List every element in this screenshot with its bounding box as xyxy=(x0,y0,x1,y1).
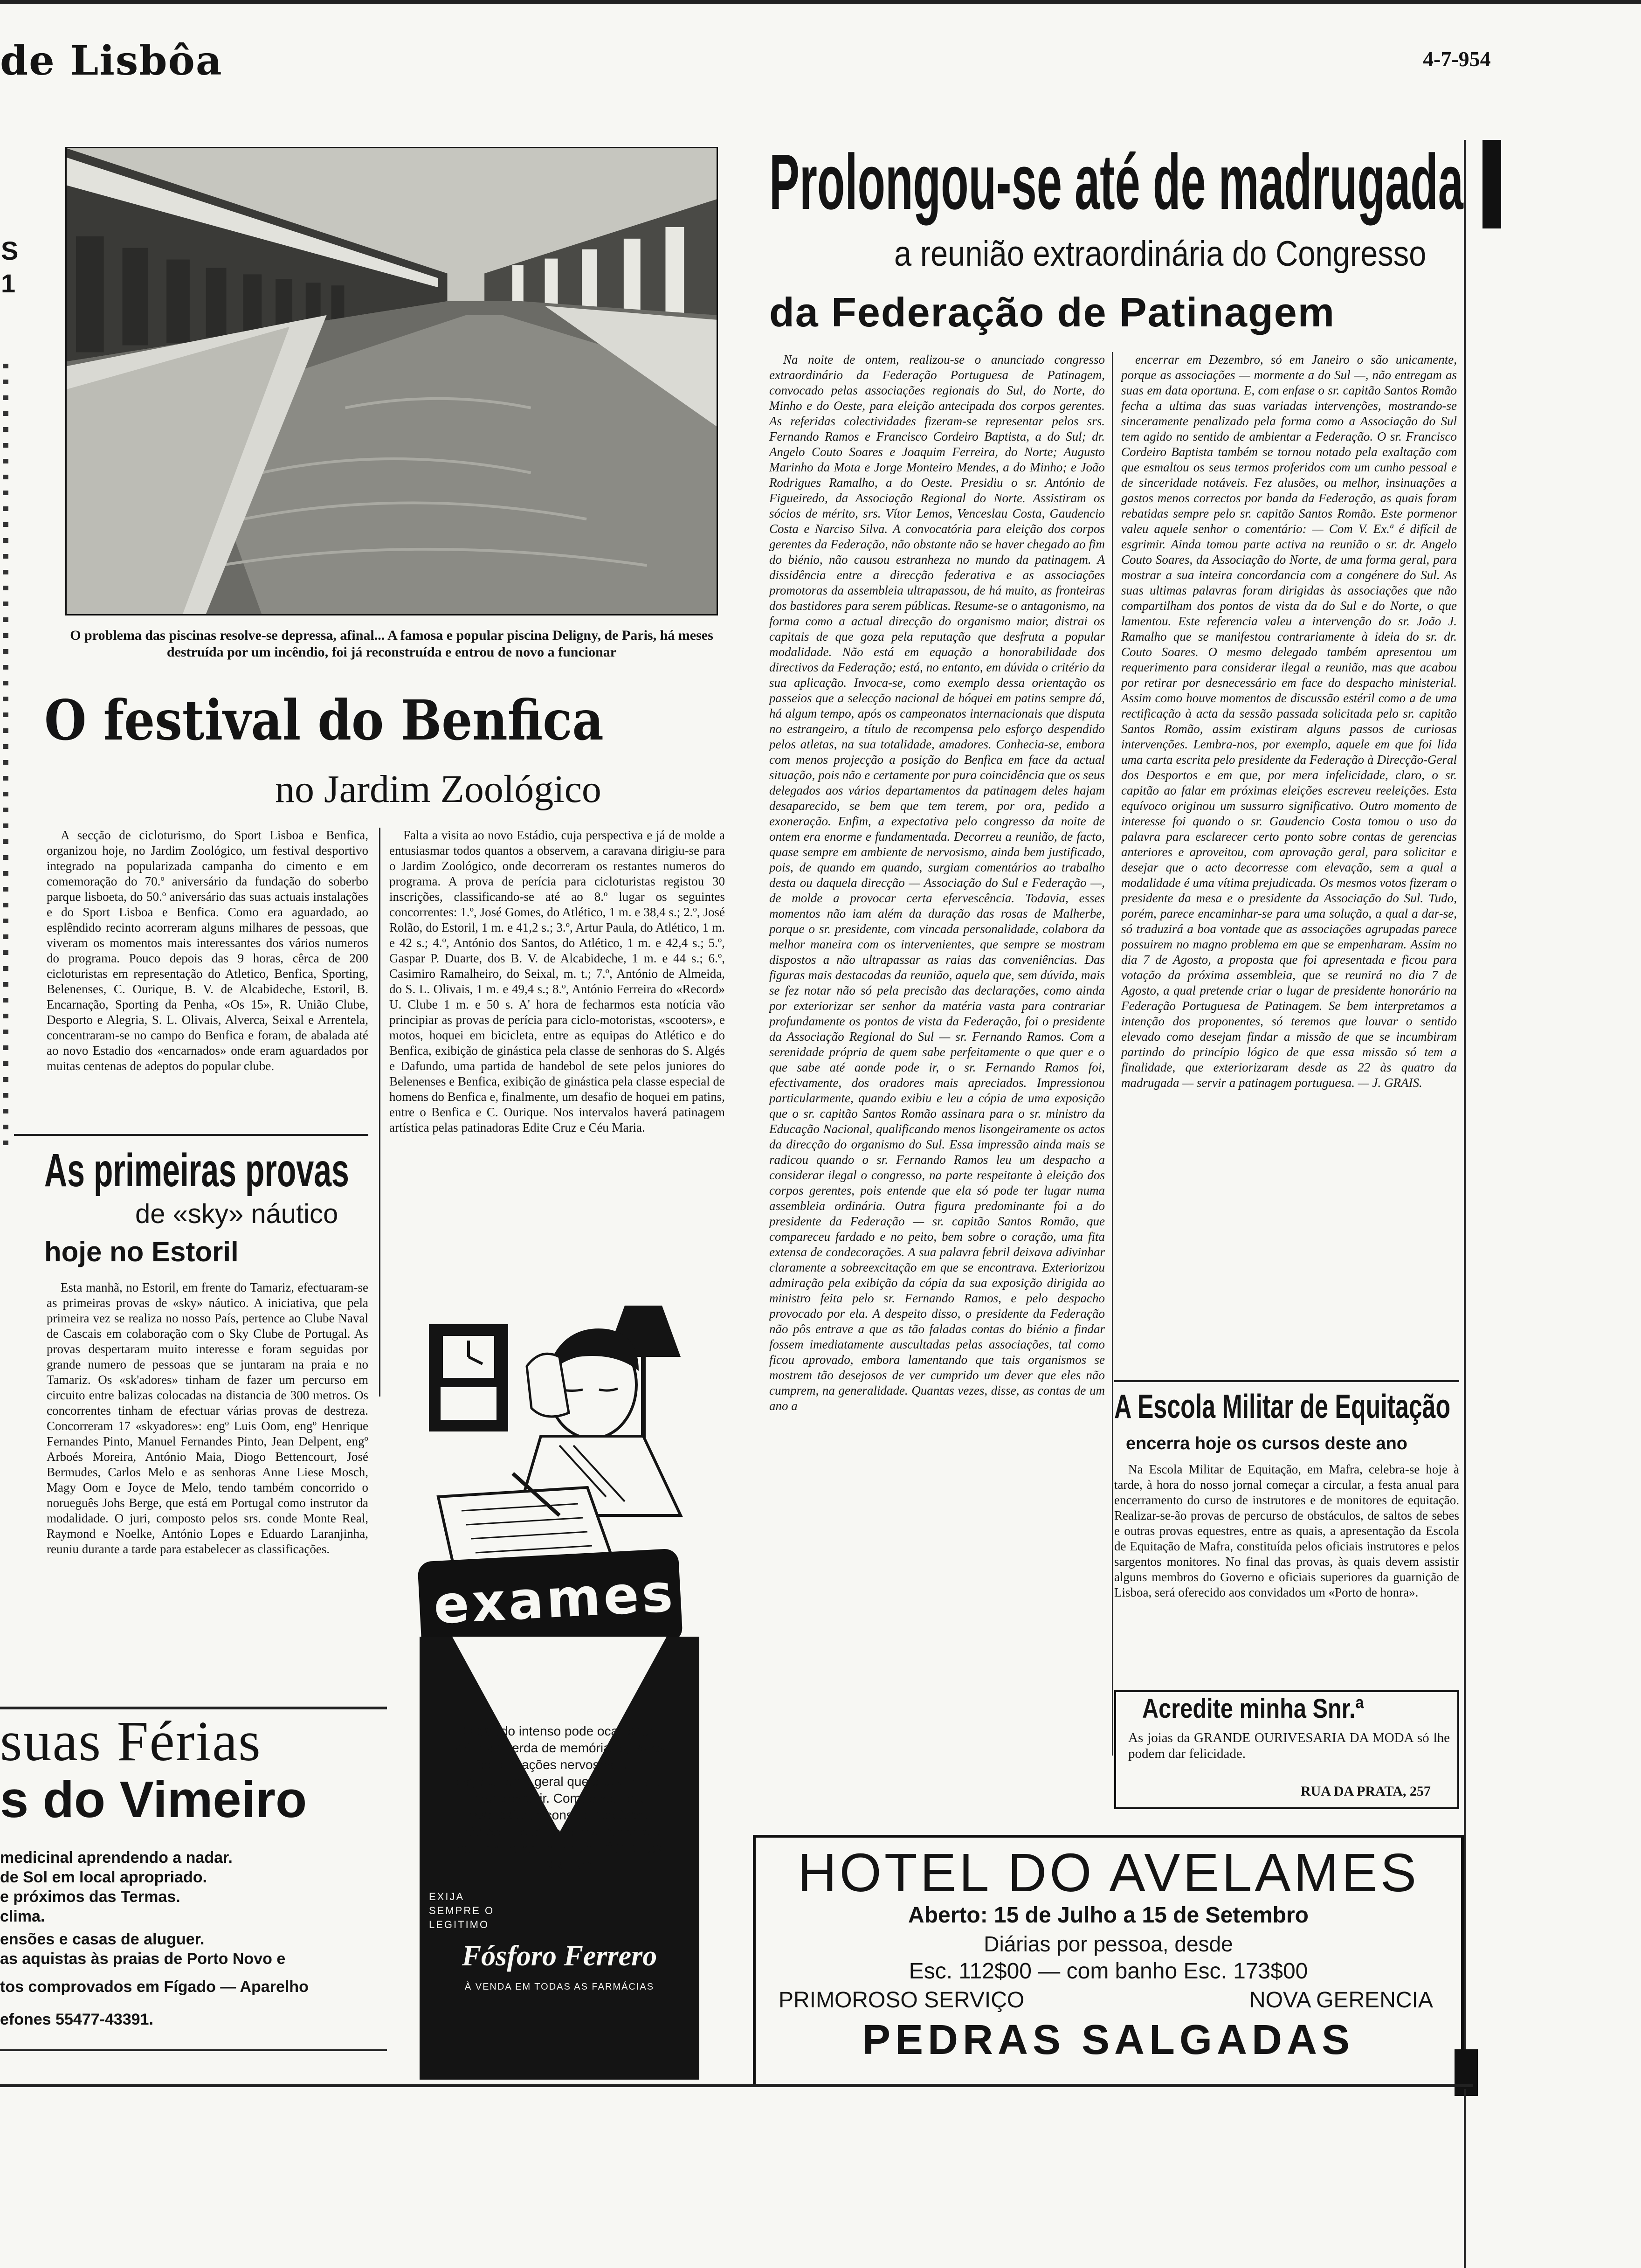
sky-kicker: hoje no Estoril xyxy=(44,1236,239,1267)
bottom-rule xyxy=(0,2084,1473,2087)
congresso-column-1: Na noite de ontem, realizou-se o anunciado congresso extraordinário da Federação Portuguesa de Patinagem, convocado pelas associações regionais do Sul, do Norte, do Minho e do Oeste, para eleição antecipada dos corpos gerentes. As referidas colectividades fizeram-se representar pelos srs. Fernando Ramos e Francisco Cordeiro Baptista, a do Sul; dr. Angelo Couto Soares e Joaquim Ferreira, do Norte; Augusto Marinho da Mota e Jorge Monteiro Mendes, a do Minho; e João Rodrigues Ramalho, a do Oeste. Presidiu o sr. António de Figueiredo, da Associação Regional do Norte. Assistiram os sócios de mérito, srs. Vítor Lemos, Venceslau Costa, Gaudencio Costa e Narciso Silva. A convocatória para eleição dos corpos gerentes da Federação, não obstante não se haver chegado ao fim do biénio, não causou estranheza no mundo da patinagem. A dissidência entre a direcção federativa e as associações promotoras da assembleia ultrapassou, de há muito, as fronteiras dos bastidores para serem públicas. Resume-se o antagonismo, na forma como a actual direcção do organismo maior, distrai os capitais de que goza pela reputação que desfruta a popular modalidade. Não está em equação a honorabilidade dos directivos da Federação; está, no entanto, em dúvida o critério da sua aplicação. Invoca-se, como exemplo dessa orientação os passeios que a selecção nacional de hóquei em patins sempre dá, há algum tempo, após os campeonatos internacionais que disputa no estrangeiro, a título de recompensa pelo esforço despendido pelos atletas, na sua totalidade, amadores. Conhecia-se, embora com menos projecção a posição do Benfica em face da actual situação, pois não e certamente por pura coincidência que os seus delegados aos vários departamentos da patinagem deles hajam desaparecido, se bem que tem terem, por ora, pedido a exoneração. Enfim, a expectativa pelo congresso da noite de ontem era enorme e fundamentada. Decorreu a reunião, de facto, quase sempre em ambiente de nervosismo, ainda bem justificado, pois, de quando em quando, surgiam comentários ao trabalho desta ou daquela direcção — Associação do Sul e Federação —, de molde a provocar certa efervescência. Todavia, esses momentos não iam além da duração das rosas de Malherbe, porque o sr. presidente, com vincada personalidade, colabora da melhor maneira com os intervenientes, que sempre se mostram dispostos a não ultrapassar as raias das conveniências. Das figuras mais destacadas da reunião, aquela que, sem dúvida, mais se fez notar não só pela precisão das declarações, como ainda por exteriorizar ser senhor da matéria vasta para contrariar profundamente os pontos de vista da Federação, foi o presidente da Associação Regional do Sul — sr. Fernando Ramos. Com a serenidade própria de quem sabe perfeitamente o que quer e o que sabe até aonde pode ir, o sr. Fernando Ramos foi, efectivamente, dos oradores mais apreciados. Impressionou particularmente, quando exibiu e leu a cópia de uma exposição que o sr. capitão Santos Romão assinara para o sr. ministro da Educação Nacional, qualificando menos lisongeiramente os actos da direcção do organismo do Sul. Essa impressão ainda mais se radicou quando o sr. Fernando Ramos leu um despacho a considerar ilegal o congresso, na parte respeitante à eleição dos corpos gerentes, pois entende que ela só pode ter lugar numa assembleia ordinária. Outra figura predominante foi a do presidente da Federação — sr. capitão Santos Romão, que compareceu fardado e no peito, bem sobre o coração, uma fita extensa de condecorações. A sua palavra febril deixava adivinhar claramente a sobreexcitação em que se encontrava. Exteriorizou admiração pela exibição da cópia da sua exposição dirigida ao ministro feita pelo sr. Fernando Ramos, e pelo despacho provocado por ela. A despeito disso, o presidente da Federação não pôs entrave a que as tão faladas contas do biénio a findar fossem imediatamente auscultadas pelas associações, tal como ficou aprovado, embora lamentando que tais organismos se mostrem tão desejosos de ver cumprido um dever que eles não cumprem, na generalidade. Quantas vezes, disse, as contas de um ano a xyxy=(769,353,1105,1413)
pool-photo-caption: O problema das piscinas resolve-se depressa, afinal... A famosa e popular piscina Deligny, de Paris, há meses destruída por um incêndio, foi já reconstruída e entrou de novo a funcionar xyxy=(70,628,713,660)
masthead-date: 4-7-954 xyxy=(1423,47,1491,71)
vimeiro-line-1: suas Férias xyxy=(0,1710,262,1773)
acredite-text: As joias da GRANDE OURIVESARIA DA MODA só lhe podem dar felicidade. xyxy=(1128,1730,1450,1761)
hotel-location: PEDRAS SALGADAS xyxy=(862,2017,1355,2063)
vimeiro-item: e próximos das Termas. xyxy=(0,1888,180,1906)
vimeiro-item: as aquistas às praias de Porto Novo e xyxy=(0,1950,286,1968)
vimeiro-item: ensões e casas de aluguer. xyxy=(0,1930,205,1948)
pool-photo-illustration xyxy=(67,148,717,614)
exames-word: exames xyxy=(432,1563,677,1636)
exames-ad xyxy=(420,1296,699,2080)
congresso-column-2: encerrar em Dezembro, só em Janeiro o são unicamente, porque as associações — mormente a do Sul —, não entregam as suas em data oportuna. E, com enfase o sr. capitão Santos Romão fecha a ultima das suas variadas intervenções, mostrando-se sinceramente penalizado pela forma como a Associação do Sul tem agido no sentido de ambientar a Federação. O sr. Francisco Cordeiro Baptista também se tornou notado pela exaltação com que esmaltou os seus termos proferidos com um cunho pessoal e de sinceridade notáveis. Fez alusões, ou melhor, insinuações a gastos menos correctos por banda da Federação, as quais foram rebatidas sempre pelo sr. capitão Santos Romão. Este pormenor valeu aquele senhor o comentário: — Com V. Ex.ª é difícil de esgrimir. Ainda tomou parte activa na reunião o sr. dr. Angelo Couto Soares, da Associação do Norte, de uma forma geral, para mostrar a sua inteira concordancia com a congénere do Sul. As suas ultimas palavras foram dirigidas às associações que não compartilham dos pontos de vista da do Sul e do Norte, o que lamentou. Este referencia valeu a intervenção do sr. João J. Ramalho que se manifestou contrariamente à ideia do sr. dr. Couto Soares. O mesmo delegado também apresentou um requerimento para considerar ilegal a reunião, mas que acabou por retirar por desnecessário em face do despacho ministerial. Assim como houve momentos de discussão estéril como a de uma rectificação à acta da sessão passada solicitada pelo sr. capitão Santos Romão, assim existiram alguns passos de curiosas intervenções. Lembra-nos, por exemplo, aquele em que foi lida uma carta escrita pelo presidente da Federação à Direcção-Geral dos Desportos e em que, por mera infelicidade, claro, o sr. capitão ao falar em próximas eleições escreveu reeleições. Esta equívoco originou um sussurro significativo. Outro momento de interesse foi quando o sr. Gaudencio Costa tomou o uso da palavra para esclarecer certo ponto sobre contas de gerencias anteriores e aproveitou, com aprovação geral, para solicitar e desejar que o acto decorresse com elevação, sem a qual a modalidade é uma vítima prejudicada. Os mesmos votos fizeram o presidente da mesa e o presidente da Associação do Sul. Tudo, porém, parece encaminhar-se para uma solução, a qual a dar-se, só traduzirá a boa vontade que as associações agrupadas parece possuirem no magno problema em que se empenharam. Assim no dia 7 de Agosto, a proposta que foi apresentada e ficou para votação da próxima assembleia, que se reunirá no dia 7 de Agosto, a qual pretende criar o lugar de presidente honorário na Federação Portuguesa de Patinagem. Se bem interpretamos a intenção dos proponentes, só teremos que louvar o sentido elevado como desejam findar a missão de que se incumbiram partindo do princípio lógico de que essa missão só tem a finalidade, que exteriorizaram desde as 22 às quatro da madrugada — servir a patinagem portuguesa. — J. GRAIS. xyxy=(1121,353,1457,1090)
benfica-headline-text: O festival do Benfica xyxy=(44,690,604,753)
sky-headline-text: As primeiras provas xyxy=(44,1144,349,1196)
hotel-title: HOTEL DO AVELAMES xyxy=(797,1842,1420,1903)
escola-headline xyxy=(1114,1387,1464,1429)
hotel-left-tag: PRIMOROSO SERVIÇO xyxy=(779,1988,1025,2012)
vimeiro-item: efones 55477-43391. xyxy=(0,2011,153,2028)
vimeiro-item: de Sol em local apropriado. xyxy=(0,1868,207,1886)
hotel-dates: Aberto: 15 de Julho a 15 de Setembro xyxy=(908,1903,1309,1928)
hotel-prices: Esc. 112$00 — com banho Esc. 173$00 xyxy=(909,1959,1308,1984)
column-rule xyxy=(1112,352,1113,1756)
exija-line: SEMPRE O xyxy=(429,1905,495,1916)
escola-headline-text: A Escola Militar de Equitação xyxy=(1114,1388,1451,1425)
benfica-column-2: Falta a visita ao novo Estádio, cuja perspectiva e já de molde a entusiasmar todos quantos a observem, a caravana dirigiu-se para o Jardim Zoológico, onde decorreram os restantes numeros do programa. A prova de perícia para cicloturistas registou 30 inscrições, classificando-se até ao 8.º lugar os seguintes concorrentes: 1.º, José Gomes, do Atlético, 1 m. e 38,4 s.; 2.º, José Rolão, do Estoril, 1 m. e 41,2 s.; 3.º, Artur Paula, do Atlético, 1 m. e 42 s.; 4.º, António dos Santos, do Atlético, 1 m. e 42,4 s.; 5.º, Gaspar P. Duarte, dos B. V. de Alcabideche, 1 m. e 44 s.; 6.º, Casimiro Ramalheiro, do Seixal, m. t.; 7.º, António de Almeida, do S. L. Olivais, 1 m. e 49,4 s.; 8.º, António Ferreira do «Record» U. Clube 1 m. e 50 s. A' hora de fecharmos esta notícia vão principiar as provas de perícia para ciclo-motoristas, «scooters», e motos, hoquei em bicicleta, entre as equipas do Atlético e do Benfica, exibição de ginástica pela classe de senhoras do S. Algés e Dafundo, uma partida de handebol de sete pelos juniores do Belenenses e Benfica, exibição de ginástica pela classe especial de homens do Benfica e, finalmente, um desafio de hoquei em patins, entre o Benfica e C. Ourique. Nos intervalos haverá patinagem artística pelas patinadoras Edite Cruz e Céu Maria. xyxy=(389,828,725,1134)
acredite-title: Acredite minha Snr.ª xyxy=(1142,1694,1364,1724)
fosforo-logo: Fósforo Ferrero xyxy=(462,1940,657,1972)
column-rule xyxy=(379,828,380,1397)
masthead-title: de Lisbôa xyxy=(0,37,223,84)
congresso-headline-text: Prolongou-se até de madrugada xyxy=(769,140,1463,226)
vimeiro-item: medicinal aprendendo a nadar. xyxy=(0,1849,233,1867)
benfica-subheadline: no Jardim Zoológico xyxy=(275,768,601,811)
left-margin-fragment: 1 xyxy=(1,269,16,298)
congresso-headline xyxy=(769,140,1478,233)
bottom-right-rule xyxy=(1464,2089,1466,2268)
hotel-right-tag: NOVA GERENCIA xyxy=(1249,1988,1433,2012)
left-margin-dotted-rule xyxy=(3,364,8,1156)
exija-line: LEGITIMO xyxy=(429,1919,490,1930)
congresso-subheadline-1: a reunião extraordinária do Congresso xyxy=(894,234,1427,274)
acredite-address: RUA DA PRATA, 257 xyxy=(1301,1784,1431,1799)
benfica-column-1: A secção de cicloturismo, do Sport Lisboa e Benfica, organizou hoje, no Jardim Zoológico, um festival desportivo integrado na popularizada campanha do cimento e em comemoração do 70.º aniversário da fundação do soberbo parque lisboeta, do 50.º aniversário das suas actuais instalações e do Sport Lisboa e Benfica. Como era aguardado, ao esplêndido recinto acorreram alguns milhares de pessoas, que viveram os momentos mais interessantes dos vários numeros do programa. Pouco depois das 9 horas, cêrca de 200 cicloturistas em representação do Atletico, Benfica, Sporting, Belenenses, C. Ourique, B. V. de Alcabideche, Estoril, B. Encarnação, Sporting da Penha, «Os 15», R. União Clube, Desporto e Alegria, S. L. Olivais, Alverca, Seixal e Arrentela, concentraram-se no campo do Benfica e foram, de abalada até ao novo Estadio dos «encarnados» onde eram aguardados por muitas centenas de adeptos do popular clube. xyxy=(47,828,368,1073)
section-rule xyxy=(14,1134,368,1136)
exames-footer: À VENDA EM TODAS AS FARMÁCIAS xyxy=(464,1982,655,1992)
vimeiro-line-2: s do Vimeiro xyxy=(0,1771,307,1828)
ad-rule xyxy=(0,2049,387,2051)
exija-line: EXIJA xyxy=(429,1891,465,1902)
left-margin-fragment: S xyxy=(1,236,19,265)
hotel-diarias: Diárias por pessoa, desde xyxy=(984,1932,1233,1956)
bottom-right-block xyxy=(1455,2049,1478,2096)
section-rule xyxy=(1114,1380,1459,1382)
sky-headline xyxy=(44,1142,380,1203)
escola-subheadline: encerra hoje os cursos deste ano xyxy=(1126,1434,1408,1453)
sky-body: Esta manhã, no Estoril, em frente do Tamariz, efectuaram-se as primeiras provas de «sky» náutico. A iniciativa, que pela primeira vez se realiza no nosso País, pertence ao Clube Naval de Cascais em colaboração com o Sky Clube de Portugal. As provas despertaram muito interesse e foram seguidas por grande numero de pessoas que se juntaram na praia e no Tamariz. Os «sk'adores» tinham de fazer um percurso em circuito entre balizas colocadas na distancia de 300 metros. Os concorrentes tinham de efectuar várias provas de destreza. Concorreram 17 «skyadores»: engº Luis Oom, engº Henrique Fernandes Pinto, Manuel Fernandes Pinto, Jean Delpent, engº Arboés Moreira, António Maia, Diogo Bettencourt, José Bermudes, Carlos Melo e as senhoras Anne Liese Mosch, Magy Oom e Joyce de Melo, tendo também concorrido o norueguês Johs Berge, que está em Portugal como instrutor da modalidade. O juri, composto pelos srs. conde Monte Real, Raymond e Noelke, António Lopes e Eduardo Laranjinha, reuniu durante a tarde para estabelecer as classificações. xyxy=(47,1280,368,1556)
vimeiro-item: clima. xyxy=(0,1908,45,1925)
page-edge-rule xyxy=(1464,140,1466,2154)
congresso-subheadline-2: da Federação de Patinagem xyxy=(769,289,1335,335)
pool-photo xyxy=(65,147,718,615)
escola-body: Na Escola Militar de Equitação, em Mafra, celebra-se hoje à tarde, à hora do nosso jornal começar a circular, a festa anual para encerramento do curso de instrutores e de monitores de equitação. Realizar-se-ão provas de percurso de obstáculos, de saltos de sebes e outras provas equestres, entre as quais, a apresentação da Escola de Equitação de Mafra, constituída pelos oficiais instrutores e pelos sargentos monitores. No final das provas, às quais devem assistir alguns membros do Governo e oficiais superiores da guarnição de Lisboa, será oferecido aos convidados um «Porto de honra». xyxy=(1114,1462,1459,1599)
exames-text: O estudo intenso pode ocasionar, além da perda de memória e graves perturbações nervosas, um esgotamento geral que a Juventude deve prevenir. Compense, pois, esse esforço consultando ò seu médico — e tome confiadamente o conhecido neuro-tónico FÓSFORO FERRERO xyxy=(455,1724,664,1873)
vimeiro-item: tos comprovados em Fígado — Aparelho xyxy=(0,1978,309,1996)
congresso-side-bar xyxy=(1482,140,1501,228)
masthead-top-rule xyxy=(0,0,1641,4)
sky-subheadline: de «sky» náutico xyxy=(135,1199,338,1229)
